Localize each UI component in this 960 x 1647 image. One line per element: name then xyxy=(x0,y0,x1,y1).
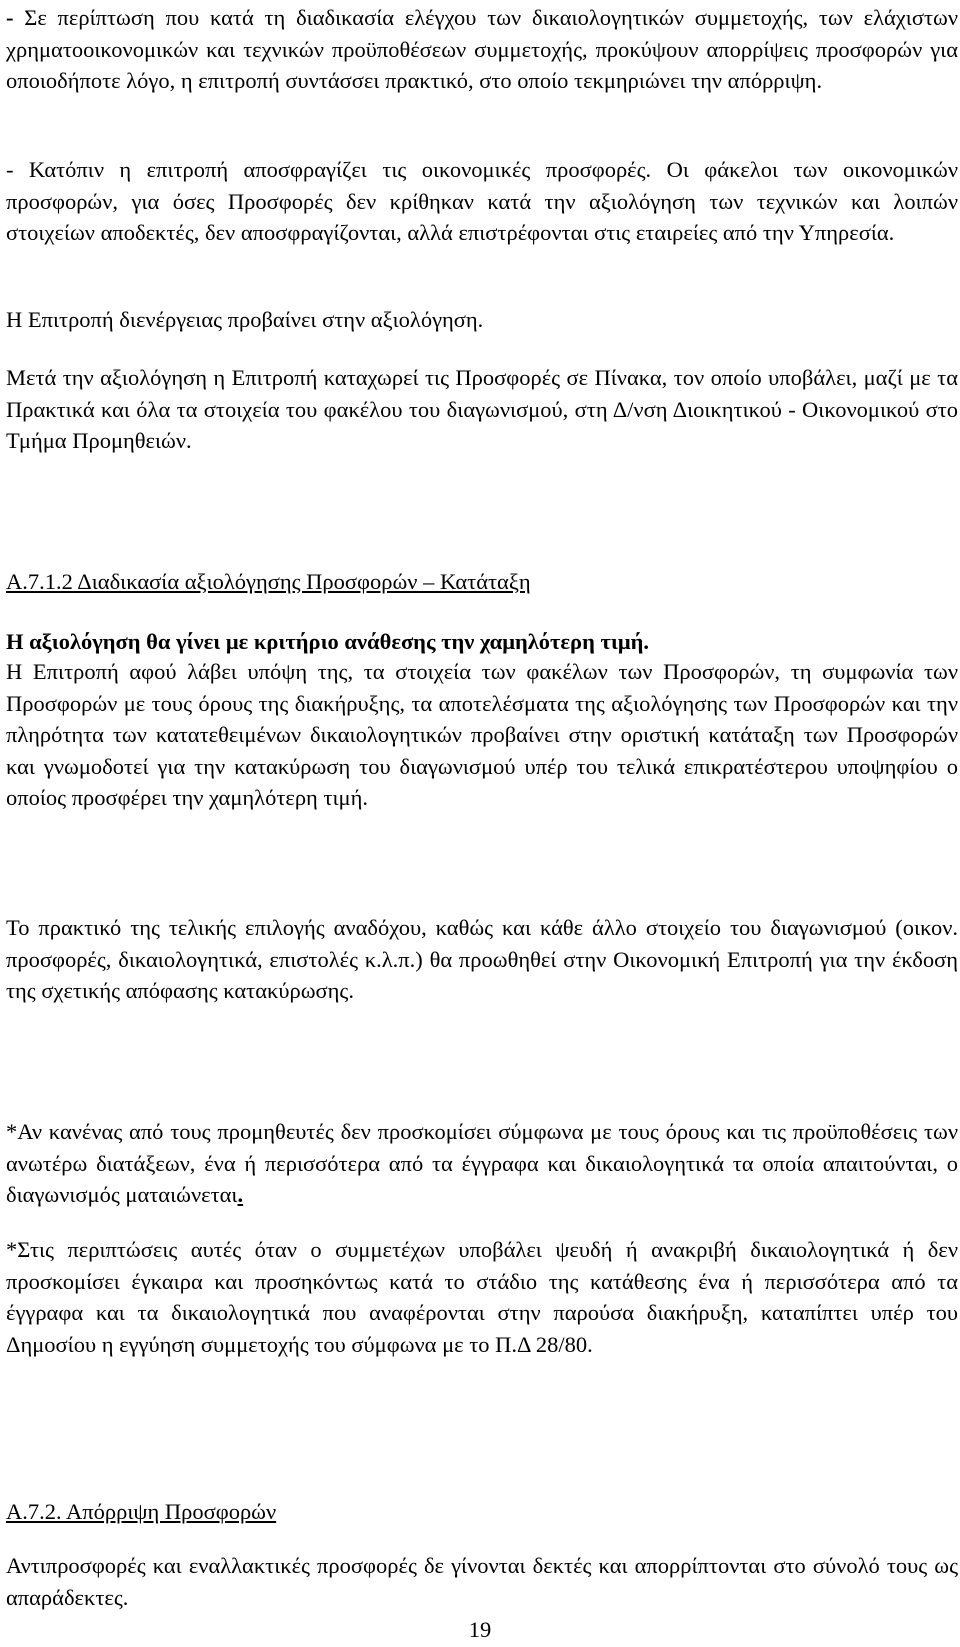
paragraph-after-evaluation: Μετά την αξιολόγηση η Επιτροπή καταχωρεί τις Προσφορές σε Πίνακα, τον οποίο υποβάλει, μαζί με τα Πρακτικά και όλα τα στοιχεία του φακέλου του διαγωνισμού, στη Δ/νση Διοικητικού - Οικονομικού στο Τμήμα Προμηθειών. xyxy=(6,365,958,453)
section-heading-evaluation-procedure xyxy=(6,566,958,598)
paragraph-false-documents-note: *Στις περιπτώσεις αυτές όταν ο συμμετέχων υποβάλει ψευδή ή ανακριβή δικαιολογητικά ή δεν προσκομίσει έγκαιρα και προσηκόντως κατά το στάδιο της κατάθεσης ένα ή περισσότερα από τα έγγραφα και τα δικαιολογητικά που αναφέρονται στην παρούσα διακήρυξη, καταπίπτει υπέρ του Δημοσίου η εγγύηση συμμετοχής του σύμφωνα με το Π.Δ 28/80. xyxy=(6,1237,958,1357)
paragraph-rejection-report xyxy=(6,2,958,97)
paragraph-cancellation-note xyxy=(6,1116,958,1211)
section-heading-rejection-of-offers xyxy=(6,1496,958,1528)
bullet-dash: - xyxy=(6,5,14,30)
paragraph-committee-evaluation: Η Επιτροπή διενέργειας προβαίνει στην αξιολόγηση. xyxy=(6,307,484,332)
section-heading-text: Α.7.2. Απόρριψη Προσφορών xyxy=(6,1499,277,1524)
page-number: 19 xyxy=(468,1617,492,1642)
section-heading-text: Α.7.1.2 Διαδικασία αξιολόγησης Προσφορών – Κατάταξη xyxy=(6,569,531,594)
underlined-period: . xyxy=(237,1182,244,1207)
paragraph-text: Σε περίπτωση που κατά τη διαδικασία ελέγχου των δικαιολογητικών συμμετοχής, των ελάχιστων χρηματοοικονομικών και τεχνικών προϋποθέσεων συμμετοχής, προκύψουν απορρίψεις προσφορών για οποιοδήποτε λόγο, η επιτροπή συντάσσει πρακτικό, στο οποίο τεκμηριώνει την απόρριψη. xyxy=(6,5,958,93)
paragraph-final-selection-report: Το πρακτικό της τελικής επιλογής αναδόχου, καθώς και κάθε άλλο στοιχείο του διαγωνισμού (οικον. προσφορές, δικαιολογητικά, επιστολές κ.λ.π.) θα προωθηθεί στην Οικονομική Επιτροπή για την έκδοση της σχετικής απόφασης κατακύρωσης. xyxy=(6,915,958,1003)
paragraph-final-ranking: Η Επιτροπή αφού λάβει υπόψη της, τα στοιχεία των φακέλων των Προσφορών, τη συμφωνία των Προσφορών με τους όρους της διακήρυξης, τα αποτελέσματα της αξιολόγησης των Προσφορών και την πληρότητα των κατατεθειμένων δικαιολογητικών προβαίνει στην οριστική κατάταξη των Προσφορών και γνωμοδοτεί για την κατακύρωση του διαγωνισμού υπέρ του τελικά επικρατέστερου υποψηφίου ο οποίος προσφέρει την χαμηλότερη τιμή. xyxy=(6,659,958,810)
bold-evaluation-criterion: Η αξιολόγηση θα γίνει με κριτήριο ανάθεσης την χαμηλότερη τιμή. xyxy=(6,629,649,654)
paragraph-financial-offers: - Κατόπιν η επιτροπή αποσφραγίζει τις οικονομικές προσφορές. Οι φάκελοι των οικονομικών προσφορών, για όσες Προσφορές δεν κρίθηκαν κατά την αξιολόγηση των τεχνικών και λοιπών στοιχείων αποδεκτές, δεν αποσφραγίζονται, αλλά επιστρέφονται στις εταιρείες από την Υπηρεσία. xyxy=(6,157,958,245)
paragraph-alternative-offers: Αντιπροσφορές και εναλλακτικές προσφορές δε γίνονται δεκτές και απορρίπτονται στο σύνολό τους ως απαράδεκτες. xyxy=(6,1553,958,1610)
paragraph-text: *Αν κανένας από τους προμηθευτές δεν προσκομίσει σύμφωνα με τους όρους και τις προϋποθέσεις των ανωτέρω διατάξεων, ένα ή περισσότερα από τα έγγραφα και δικαιολογητικά τα οποία απαιτούνται, ο διαγωνισμός ματαιώνεται xyxy=(6,1119,958,1207)
